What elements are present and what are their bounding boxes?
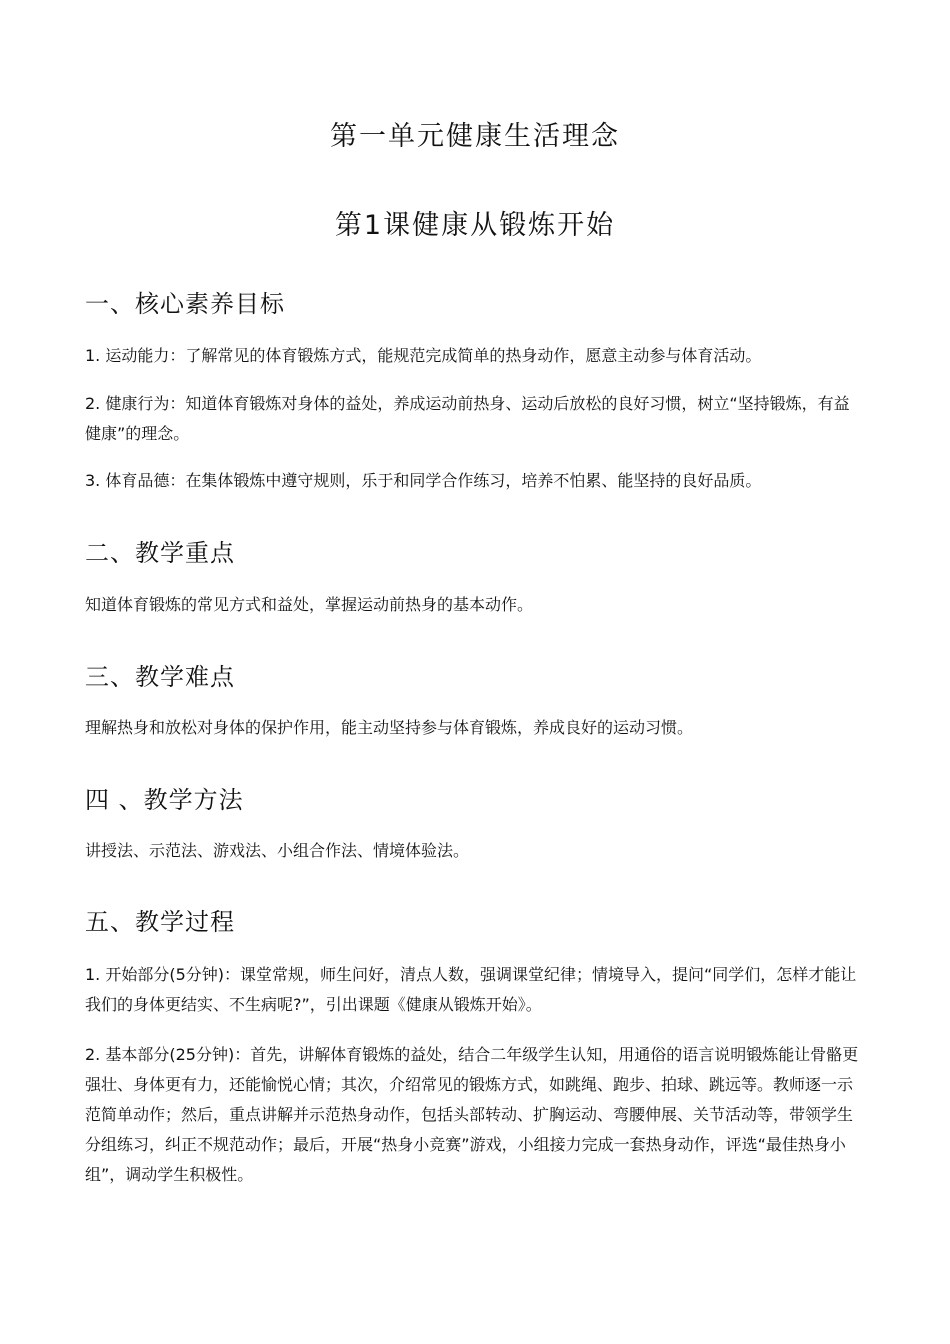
goal-item-1: 1. 运动能力：了解常见的体育锻炼方式，能规范完成简单的热身动作，愿意主动参与体育活动。	[85, 346, 762, 365]
unit-title: 第一单元健康生活理念	[330, 121, 620, 152]
section-heading-methods: 四 、教学方法	[85, 786, 244, 814]
lesson-title: 第1课健康从锻炼开始	[334, 210, 616, 241]
methods-text: 讲授法、示范法、游戏法、小组合作法、情境体验法。	[85, 841, 470, 860]
section-heading-process: 五、教学过程	[85, 908, 235, 936]
section-heading-difficulties: 三、教学难点	[85, 663, 235, 691]
process-item-2: 2. 基本部分(25分钟)：首先，讲解体育锻炼的益处，结合二年级学生认知，用通俗的语言说明锻炼能让骨骼更强壮、身体更有力，还能愉悦心情；其次，介绍常见的锻炼方式，如跳绳、跑步、拍球、跳远等。教师逐一示范简单动作；然后，重点讲解并示范热身动作，包括头部转动、扩胸运动、弯腰伸展、关节活动等，带领学生分组练习，纠正不规范动作；最后，开展“热身小竞赛”游戏，小组接力完成一套热身动作，评选“最佳热身小组”，调动学生积极性。	[85, 1045, 859, 1184]
section-heading-key-points: 二、教学重点	[85, 539, 235, 567]
difficulties-text: 理解热身和放松对身体的保护作用，能主动坚持参与体育锻炼，养成良好的运动习惯。	[85, 718, 694, 737]
section-heading-core-goals: 一、核心素养目标	[85, 290, 285, 318]
key-points-text: 知道体育锻炼的常见方式和益处，掌握运动前热身的基本动作。	[85, 595, 534, 614]
goal-item-2: 2. 健康行为：知道体育锻炼对身体的益处，养成运动前热身、运动后放松的良好习惯，树立“坚持锻炼，有益健康”的理念。	[85, 394, 850, 443]
process-item-1: 1. 开始部分(5分钟)：课堂常规，师生问好，清点人数，强调课堂纪律；情境导入，提问“同学们，怎样才能让我们的身体更结实、不生病呢?”，引出课题《健康从锻炼开始》。	[85, 965, 857, 1014]
goal-item-3: 3. 体育品德：在集体锻炼中遵守规则，乐于和同学合作练习，培养不怕累、能坚持的良好品质。	[85, 471, 762, 490]
